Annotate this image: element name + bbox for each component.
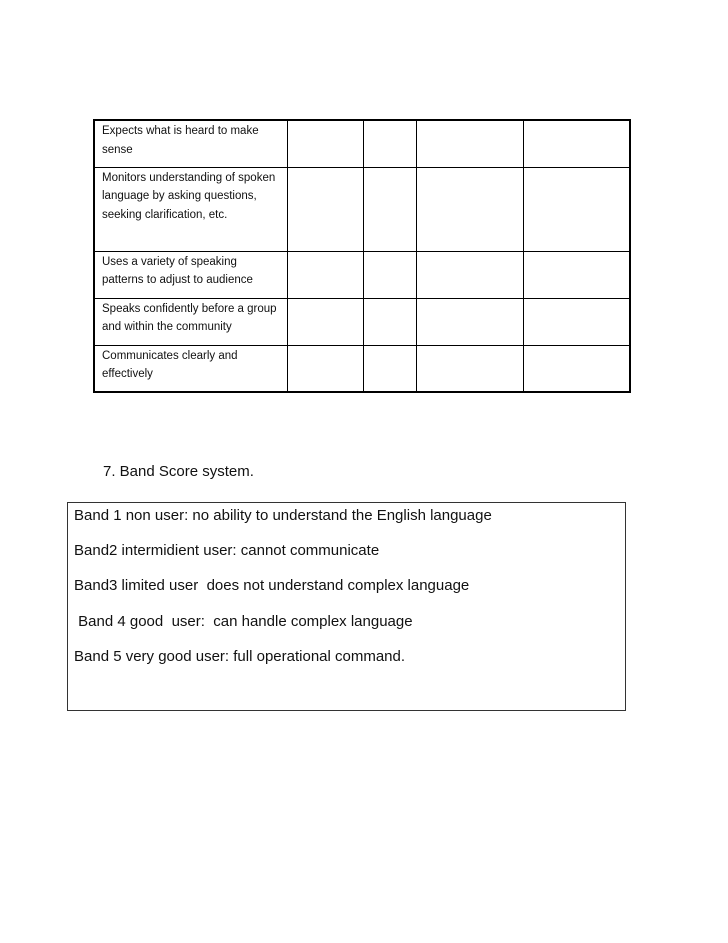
rating-cell bbox=[363, 167, 416, 251]
band-score-heading: 7. Band Score system. bbox=[103, 463, 254, 480]
table-row bbox=[94, 298, 630, 345]
table-row bbox=[94, 120, 630, 167]
rating-cell bbox=[287, 251, 363, 298]
band-1-line: Band 1 non user: no ability to understand the English language bbox=[74, 507, 492, 524]
band-score-box bbox=[67, 502, 626, 711]
criterion-text: Speaks confidently before a group and within the community bbox=[102, 302, 277, 333]
criterion-text: Communicates clearly and effectively bbox=[102, 349, 238, 380]
criterion-cell bbox=[94, 120, 287, 167]
band-3-line: Band3 limited user does not understand complex language bbox=[74, 577, 470, 594]
rating-cell bbox=[523, 345, 630, 392]
assessment-table bbox=[93, 119, 631, 393]
table-row bbox=[94, 345, 630, 392]
rating-cell bbox=[287, 298, 363, 345]
rating-cell bbox=[287, 345, 363, 392]
rating-cell bbox=[523, 120, 630, 167]
criterion-cell bbox=[94, 345, 287, 392]
rating-cell bbox=[287, 167, 363, 251]
band-5-line: Band 5 very good user: full operational command. bbox=[74, 648, 406, 665]
rating-cell bbox=[523, 251, 630, 298]
rating-cell bbox=[363, 251, 416, 298]
rating-cell bbox=[416, 120, 523, 167]
rating-cell bbox=[523, 167, 630, 251]
criterion-cell bbox=[94, 167, 287, 251]
rating-cell bbox=[523, 298, 630, 345]
band-2-line: Band2 intermidient user: cannot communicate bbox=[74, 542, 380, 559]
criterion-cell bbox=[94, 298, 287, 345]
criterion-text: Monitors understanding of spoken language by asking questions, seeking clarification, etc. bbox=[102, 171, 276, 221]
rating-cell bbox=[363, 120, 416, 167]
rating-cell bbox=[416, 167, 523, 251]
rating-cell bbox=[416, 345, 523, 392]
rating-cell bbox=[363, 298, 416, 345]
criterion-text: Uses a variety of speaking patterns to adjust to audience bbox=[102, 255, 253, 286]
rating-cell bbox=[416, 298, 523, 345]
criterion-cell bbox=[94, 251, 287, 298]
rating-cell bbox=[287, 120, 363, 167]
rating-cell bbox=[416, 251, 523, 298]
criterion-text: Expects what is heard to make sense bbox=[102, 125, 259, 156]
table-row bbox=[94, 167, 630, 251]
rating-cell bbox=[363, 345, 416, 392]
band-4-line: Band 4 good user: can handle complex language bbox=[74, 613, 413, 630]
table-row bbox=[94, 251, 630, 298]
